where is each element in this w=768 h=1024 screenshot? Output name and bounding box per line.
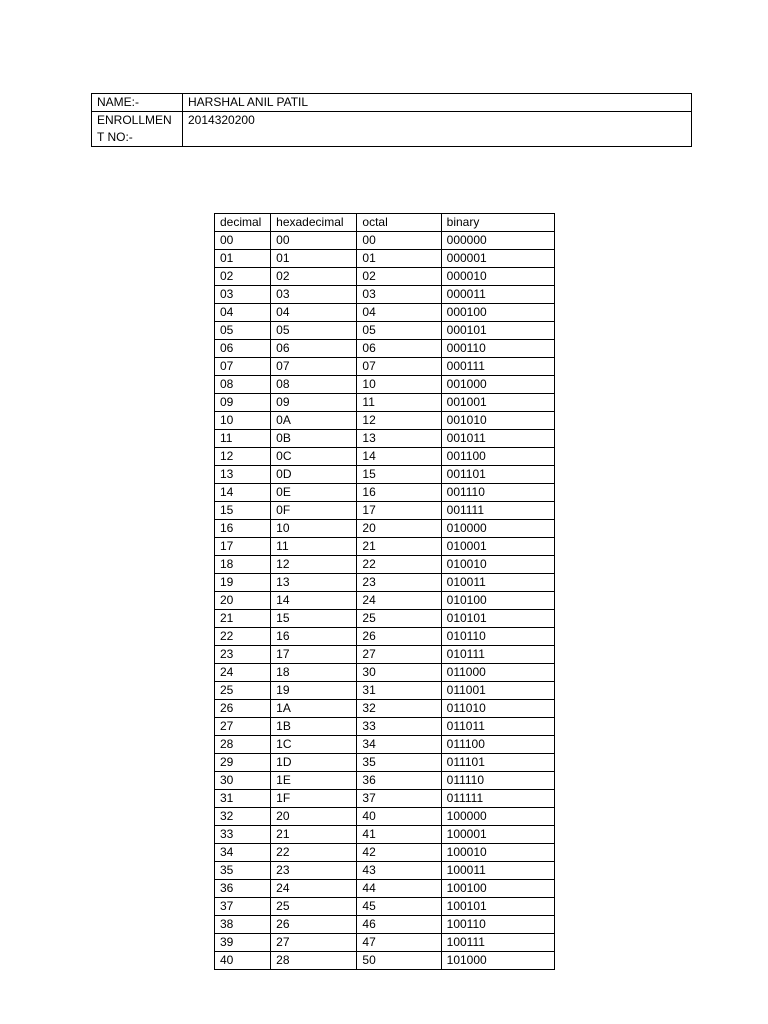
number-conversion-table: [214, 213, 555, 970]
cell-binary: 100110: [441, 916, 554, 934]
cell-octal: 33: [357, 718, 441, 736]
cell-binary: 001010: [441, 412, 554, 430]
table-row: [215, 628, 555, 646]
cell-hexadecimal: 11: [271, 538, 357, 556]
table-row: [215, 880, 555, 898]
table-row: [215, 592, 555, 610]
cell-hexadecimal: 20: [271, 808, 357, 826]
cell-decimal: 28: [215, 736, 271, 754]
cell-hexadecimal: 27: [271, 934, 357, 952]
table-row: [215, 682, 555, 700]
cell-binary: 001101: [441, 466, 554, 484]
cell-decimal: 25: [215, 682, 271, 700]
cell-decimal: 06: [215, 340, 271, 358]
cell-hexadecimal: 14: [271, 592, 357, 610]
cell-octal: 42: [357, 844, 441, 862]
cell-hexadecimal: 0F: [271, 502, 357, 520]
cell-hexadecimal: 25: [271, 898, 357, 916]
cell-binary: 100001: [441, 826, 554, 844]
cell-decimal: 27: [215, 718, 271, 736]
cell-hexadecimal: 04: [271, 304, 357, 322]
table-row: [215, 412, 555, 430]
cell-octal: 45: [357, 898, 441, 916]
cell-binary: 011111: [441, 790, 554, 808]
name-label: NAME:-: [97, 95, 139, 109]
cell-octal: 34: [357, 736, 441, 754]
cell-binary: 010011: [441, 574, 554, 592]
cell-octal: 16: [357, 484, 441, 502]
cell-hexadecimal: 1E: [271, 772, 357, 790]
cell-hexadecimal: 10: [271, 520, 357, 538]
cell-hexadecimal: 19: [271, 682, 357, 700]
cell-octal: 23: [357, 574, 441, 592]
enrollment-label: ENROLLMEN T NO:-: [97, 113, 172, 144]
name-value: HARSHAL ANIL PATIL: [188, 95, 309, 109]
cell-decimal: 31: [215, 790, 271, 808]
cell-hexadecimal: 0A: [271, 412, 357, 430]
table-row: [215, 736, 555, 754]
cell-decimal: 40: [215, 952, 271, 970]
table-header-row: [215, 214, 555, 232]
cell-decimal: 33: [215, 826, 271, 844]
cell-decimal: 17: [215, 538, 271, 556]
cell-decimal: 29: [215, 754, 271, 772]
cell-octal: 47: [357, 934, 441, 952]
cell-binary: 011001: [441, 682, 554, 700]
cell-decimal: 37: [215, 898, 271, 916]
cell-octal: 30: [357, 664, 441, 682]
cell-hexadecimal: 1D: [271, 754, 357, 772]
cell-octal: 02: [357, 268, 441, 286]
cell-hexadecimal: 02: [271, 268, 357, 286]
table-row: [215, 664, 555, 682]
cell-octal: 44: [357, 880, 441, 898]
cell-binary: 101000: [441, 952, 554, 970]
cell-decimal: 21: [215, 610, 271, 628]
cell-binary: 000010: [441, 268, 554, 286]
cell-binary: 011010: [441, 700, 554, 718]
cell-binary: 000101: [441, 322, 554, 340]
cell-hexadecimal: 12: [271, 556, 357, 574]
enrollment-value: 2014320200: [188, 113, 255, 127]
cell-decimal: 24: [215, 664, 271, 682]
table-row: [215, 466, 555, 484]
cell-octal: 21: [357, 538, 441, 556]
cell-decimal: 03: [215, 286, 271, 304]
cell-decimal: 39: [215, 934, 271, 952]
cell-hexadecimal: 03: [271, 286, 357, 304]
cell-octal: 10: [357, 376, 441, 394]
header-hexadecimal: hexadecimal: [271, 214, 357, 232]
cell-octal: 43: [357, 862, 441, 880]
cell-decimal: 20: [215, 592, 271, 610]
cell-octal: 41: [357, 826, 441, 844]
name-label-cell: [92, 94, 183, 112]
table-row: [215, 538, 555, 556]
cell-decimal: 09: [215, 394, 271, 412]
cell-decimal: 04: [215, 304, 271, 322]
table-row: [215, 322, 555, 340]
cell-hexadecimal: 1F: [271, 790, 357, 808]
cell-binary: 010101: [441, 610, 554, 628]
cell-binary: 100101: [441, 898, 554, 916]
table-row: [215, 574, 555, 592]
cell-hexadecimal: 1B: [271, 718, 357, 736]
table-row: [215, 646, 555, 664]
table-row: [215, 610, 555, 628]
cell-hexadecimal: 15: [271, 610, 357, 628]
cell-octal: 40: [357, 808, 441, 826]
cell-hexadecimal: 0E: [271, 484, 357, 502]
student-info-table: [91, 93, 692, 147]
cell-octal: 03: [357, 286, 441, 304]
cell-hexadecimal: 1C: [271, 736, 357, 754]
table-row: [215, 430, 555, 448]
table-row: [215, 358, 555, 376]
cell-binary: 000000: [441, 232, 554, 250]
cell-binary: 100010: [441, 844, 554, 862]
cell-decimal: 11: [215, 430, 271, 448]
cell-hexadecimal: 24: [271, 880, 357, 898]
cell-binary: 100100: [441, 880, 554, 898]
table-row: [215, 772, 555, 790]
cell-octal: 17: [357, 502, 441, 520]
cell-decimal: 02: [215, 268, 271, 286]
cell-octal: 11: [357, 394, 441, 412]
table-row: [215, 268, 555, 286]
cell-hexadecimal: 0C: [271, 448, 357, 466]
cell-hexadecimal: 07: [271, 358, 357, 376]
table-row: [215, 826, 555, 844]
cell-hexadecimal: 1A: [271, 700, 357, 718]
cell-binary: 010001: [441, 538, 554, 556]
cell-octal: 12: [357, 412, 441, 430]
cell-binary: 011110: [441, 772, 554, 790]
cell-octal: 25: [357, 610, 441, 628]
cell-hexadecimal: 0D: [271, 466, 357, 484]
name-value-cell: [183, 94, 692, 112]
cell-octal: 20: [357, 520, 441, 538]
table-row: [215, 934, 555, 952]
cell-binary: 100111: [441, 934, 554, 952]
cell-binary: 000001: [441, 250, 554, 268]
table-row: [215, 952, 555, 970]
table-row: [215, 376, 555, 394]
table-body: [215, 232, 555, 970]
cell-octal: 13: [357, 430, 441, 448]
cell-decimal: 15: [215, 502, 271, 520]
header-octal: octal: [357, 214, 441, 232]
cell-hexadecimal: 00: [271, 232, 357, 250]
cell-decimal: 08: [215, 376, 271, 394]
cell-decimal: 35: [215, 862, 271, 880]
cell-binary: 001111: [441, 502, 554, 520]
cell-decimal: 07: [215, 358, 271, 376]
cell-binary: 011011: [441, 718, 554, 736]
table-row: [215, 448, 555, 466]
cell-decimal: 32: [215, 808, 271, 826]
header-decimal: decimal: [215, 214, 271, 232]
cell-decimal: 14: [215, 484, 271, 502]
table-row: [215, 232, 555, 250]
cell-binary: 001110: [441, 484, 554, 502]
cell-octal: 00: [357, 232, 441, 250]
cell-hexadecimal: 23: [271, 862, 357, 880]
table-row: [215, 754, 555, 772]
cell-hexadecimal: 28: [271, 952, 357, 970]
cell-octal: 36: [357, 772, 441, 790]
cell-octal: 07: [357, 358, 441, 376]
cell-octal: 46: [357, 916, 441, 934]
cell-hexadecimal: 06: [271, 340, 357, 358]
cell-binary: 100000: [441, 808, 554, 826]
enrollment-row: [92, 112, 692, 147]
cell-binary: 010100: [441, 592, 554, 610]
cell-binary: 011100: [441, 736, 554, 754]
table-row: [215, 304, 555, 322]
cell-binary: 011000: [441, 664, 554, 682]
cell-octal: 22: [357, 556, 441, 574]
cell-octal: 27: [357, 646, 441, 664]
table-row: [215, 844, 555, 862]
cell-decimal: 34: [215, 844, 271, 862]
cell-binary: 010000: [441, 520, 554, 538]
cell-hexadecimal: 22: [271, 844, 357, 862]
cell-hexadecimal: 09: [271, 394, 357, 412]
cell-decimal: 19: [215, 574, 271, 592]
cell-decimal: 36: [215, 880, 271, 898]
table-row: [215, 556, 555, 574]
table-row: [215, 502, 555, 520]
table-row: [215, 520, 555, 538]
cell-hexadecimal: 08: [271, 376, 357, 394]
cell-binary: 000110: [441, 340, 554, 358]
cell-octal: 14: [357, 448, 441, 466]
cell-hexadecimal: 01: [271, 250, 357, 268]
table-row: [215, 718, 555, 736]
cell-binary: 100011: [441, 862, 554, 880]
cell-binary: 001100: [441, 448, 554, 466]
cell-binary: 001001: [441, 394, 554, 412]
cell-octal: 04: [357, 304, 441, 322]
cell-octal: 32: [357, 700, 441, 718]
table-row: [215, 898, 555, 916]
table-row: [215, 340, 555, 358]
cell-hexadecimal: 17: [271, 646, 357, 664]
cell-decimal: 16: [215, 520, 271, 538]
table-row: [215, 394, 555, 412]
table-row: [215, 790, 555, 808]
cell-hexadecimal: 26: [271, 916, 357, 934]
cell-hexadecimal: 16: [271, 628, 357, 646]
cell-binary: 001011: [441, 430, 554, 448]
cell-decimal: 22: [215, 628, 271, 646]
cell-hexadecimal: 13: [271, 574, 357, 592]
cell-binary: 011101: [441, 754, 554, 772]
table-row: [215, 700, 555, 718]
cell-binary: 010111: [441, 646, 554, 664]
cell-octal: 31: [357, 682, 441, 700]
cell-decimal: 05: [215, 322, 271, 340]
cell-binary: 010010: [441, 556, 554, 574]
table-row: [215, 484, 555, 502]
table-row: [215, 250, 555, 268]
cell-decimal: 13: [215, 466, 271, 484]
cell-binary: 000100: [441, 304, 554, 322]
cell-octal: 37: [357, 790, 441, 808]
table-row: [215, 286, 555, 304]
cell-decimal: 30: [215, 772, 271, 790]
cell-decimal: 18: [215, 556, 271, 574]
cell-octal: 05: [357, 322, 441, 340]
cell-binary: 010110: [441, 628, 554, 646]
cell-decimal: 26: [215, 700, 271, 718]
cell-octal: 15: [357, 466, 441, 484]
cell-binary: 000011: [441, 286, 554, 304]
enrollment-label-cell: [92, 112, 183, 147]
cell-hexadecimal: 18: [271, 664, 357, 682]
cell-octal: 01: [357, 250, 441, 268]
cell-decimal: 12: [215, 448, 271, 466]
enrollment-value-cell: [183, 112, 692, 147]
cell-decimal: 10: [215, 412, 271, 430]
cell-binary: 001000: [441, 376, 554, 394]
table-row: [215, 916, 555, 934]
cell-hexadecimal: 0B: [271, 430, 357, 448]
cell-binary: 000111: [441, 358, 554, 376]
cell-decimal: 23: [215, 646, 271, 664]
cell-octal: 26: [357, 628, 441, 646]
cell-decimal: 38: [215, 916, 271, 934]
table-row: [215, 808, 555, 826]
header-binary: binary: [441, 214, 554, 232]
cell-decimal: 01: [215, 250, 271, 268]
cell-hexadecimal: 21: [271, 826, 357, 844]
cell-octal: 06: [357, 340, 441, 358]
table-row: [215, 862, 555, 880]
cell-hexadecimal: 05: [271, 322, 357, 340]
name-row: [92, 94, 692, 112]
cell-octal: 35: [357, 754, 441, 772]
cell-octal: 24: [357, 592, 441, 610]
cell-decimal: 00: [215, 232, 271, 250]
cell-octal: 50: [357, 952, 441, 970]
